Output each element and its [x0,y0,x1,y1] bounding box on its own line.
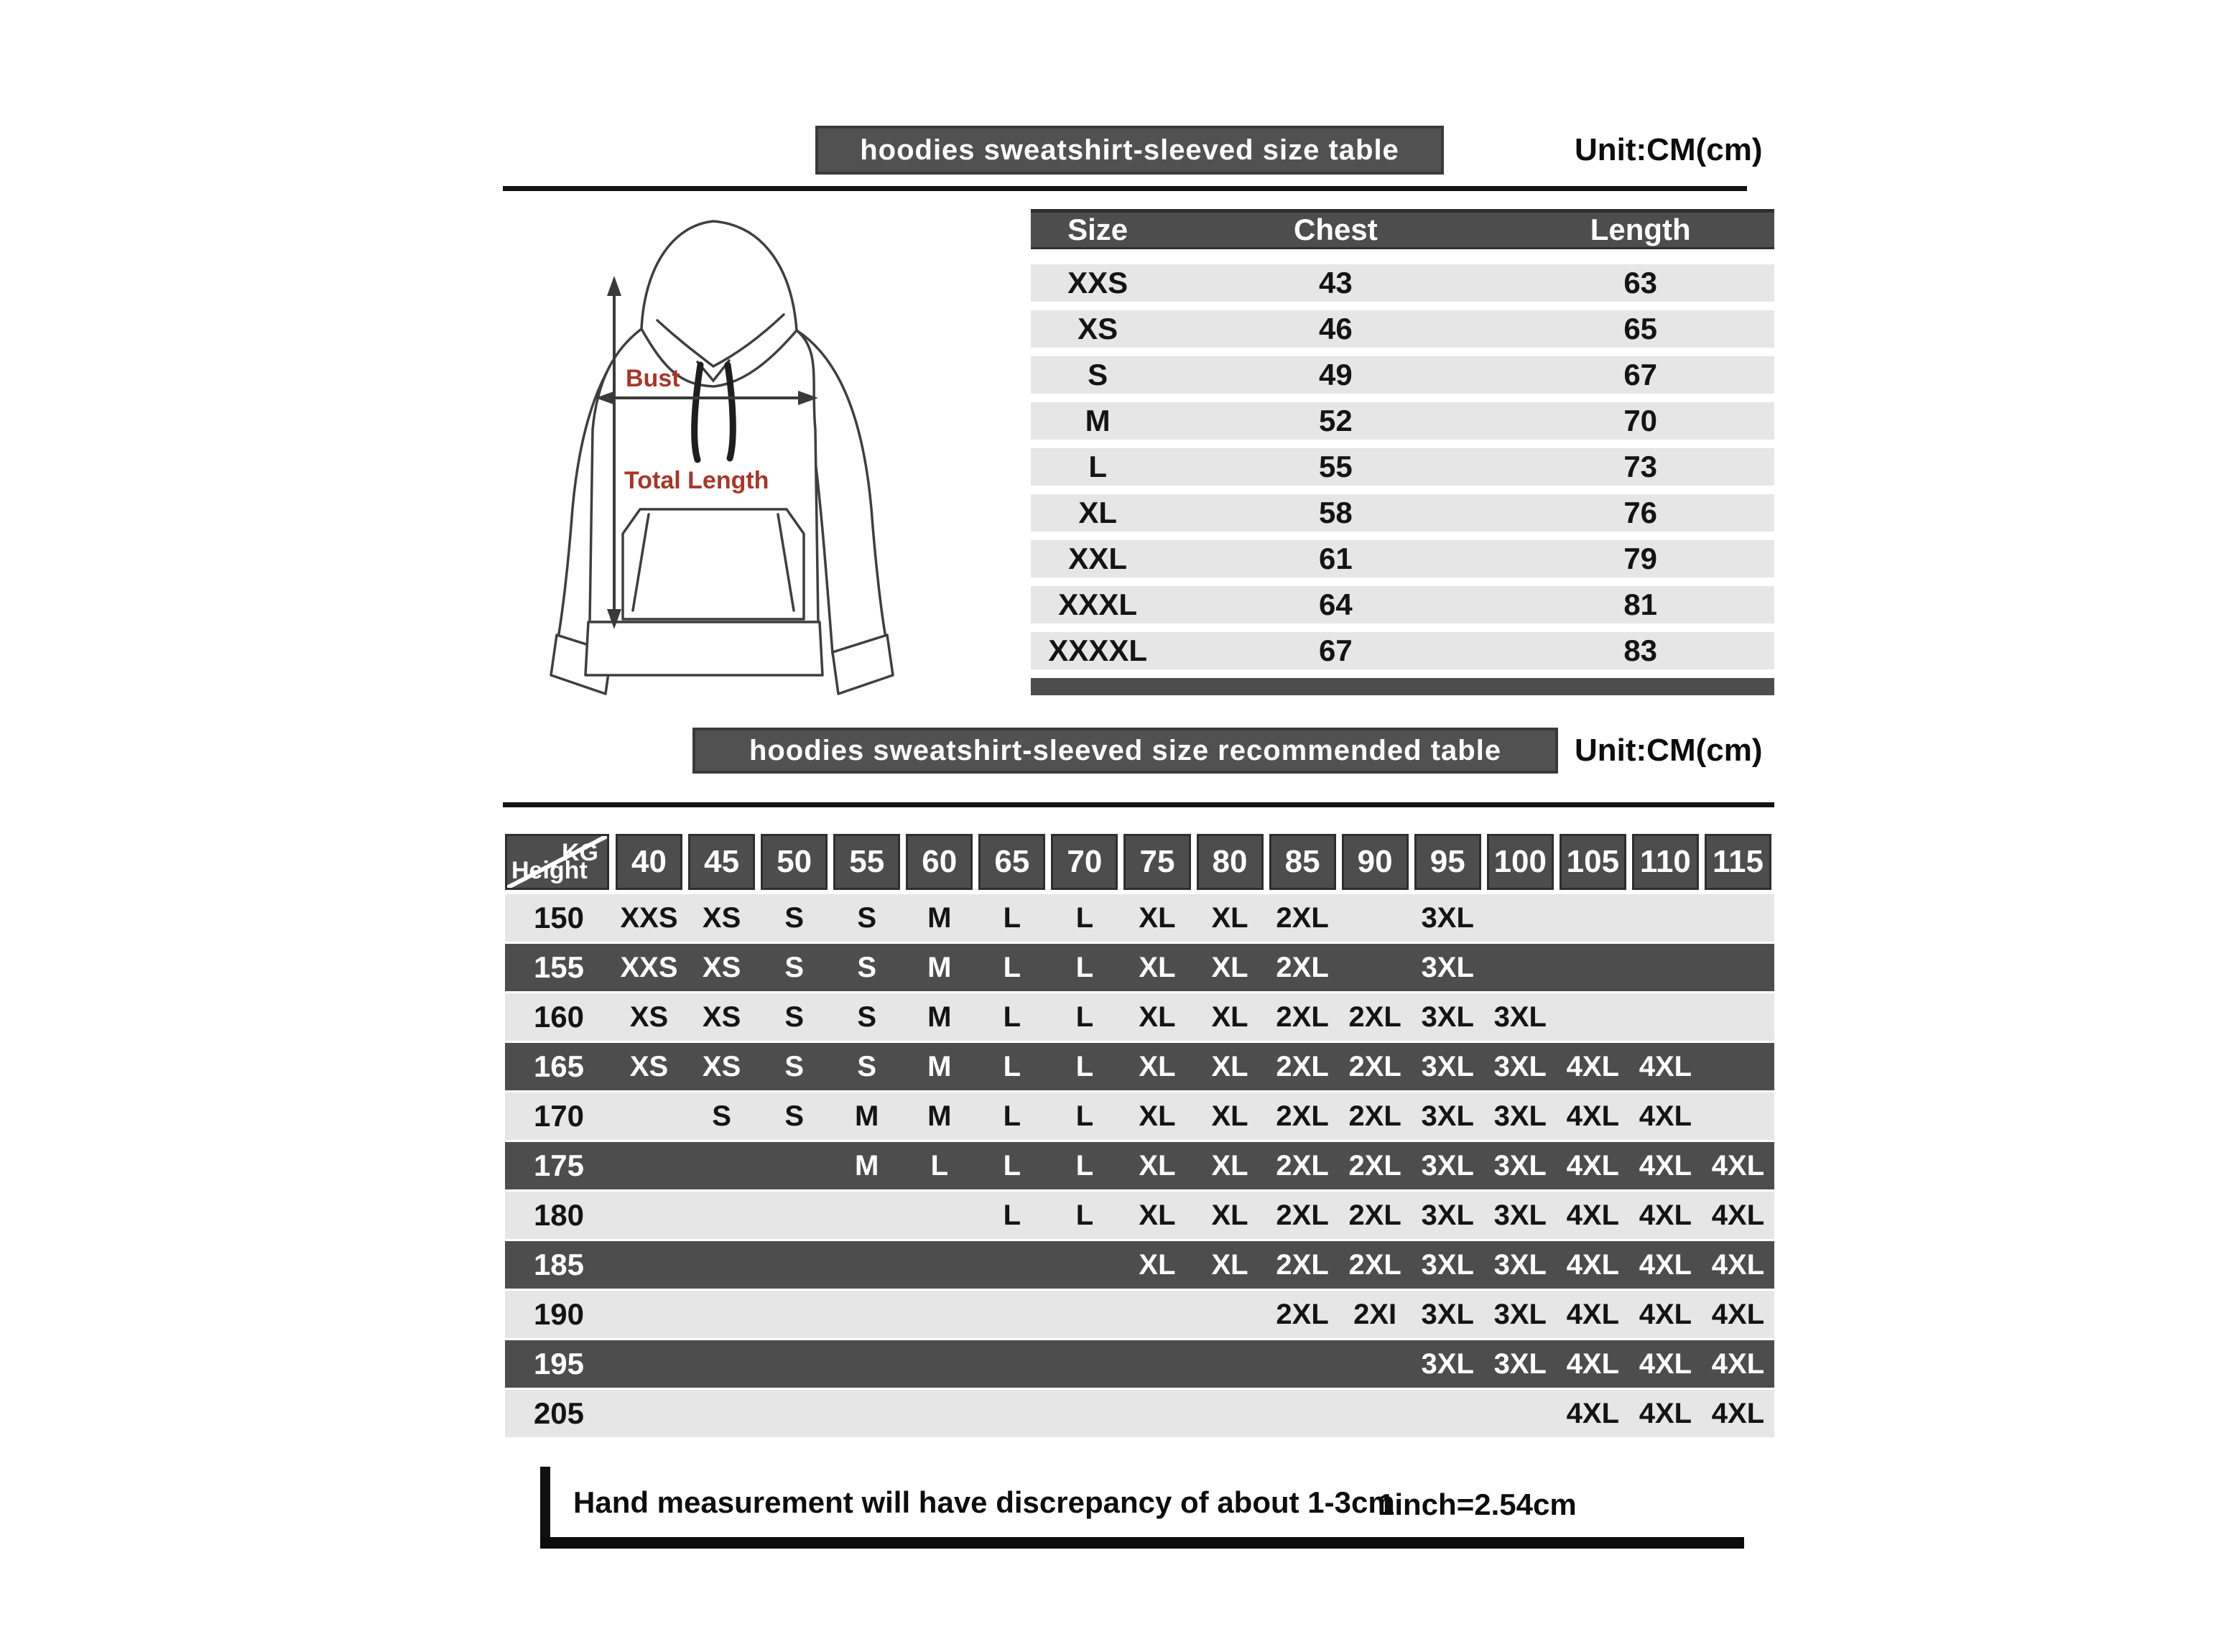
matrix-size-value: L [1075,1100,1094,1132]
weight-column-header: 100 [1487,834,1554,890]
length-value: 83 [1623,634,1658,667]
matrix-size-value: 4XL [1639,1347,1692,1380]
matrix-size-value: L [1003,1050,1021,1082]
matrix-row [505,1291,1774,1338]
matrix-size-value: M [927,1050,952,1082]
matrix-size-value: XXS [620,951,678,983]
footnote-underline [540,1537,1744,1549]
height-row-label: 195 [533,1347,585,1380]
matrix-size-value: 4XL [1566,1347,1620,1380]
length-value: 67 [1623,358,1658,391]
matrix-size-value: XL [1211,1100,1248,1132]
matrix-size-value: 4XL [1566,1100,1620,1132]
matrix-size-value: 4XL [1711,1347,1765,1380]
matrix-size-value: 2XL [1348,1001,1401,1033]
size-table-row [1031,632,1774,669]
footnote-left-bar [540,1467,550,1547]
matrix-row [505,944,1774,991]
chest-value: 58 [1318,496,1353,529]
matrix-row [505,1340,1774,1388]
size-value: XS [1078,312,1118,345]
height-row-label: 185 [533,1248,585,1281]
matrix-size-value: L [1003,1001,1021,1033]
size-value: XXXXL [1048,634,1147,667]
corner-height-label: Height [511,857,588,884]
matrix-size-value: L [1075,901,1094,934]
matrix-size-value: 4XL [1566,1298,1620,1330]
matrix-size-value: L [1075,1050,1094,1082]
chest-value: 52 [1318,404,1353,437]
matrix-row [505,1092,1774,1140]
size-value: XXXL [1058,588,1137,621]
matrix-size-value: S [784,1001,804,1033]
matrix-size-value: 3XL [1421,1050,1474,1082]
matrix-row [505,1192,1774,1239]
matrix-size-value: 3XL [1493,1347,1547,1380]
matrix-size-value: XL [1211,1050,1248,1082]
matrix-size-value: 4XL [1711,1298,1765,1330]
recommended-size-matrix [505,834,1774,1439]
matrix-size-value: 2XL [1348,1050,1401,1082]
matrix-size-value: 4XL [1639,1248,1692,1281]
height-row-label: 150 [533,901,585,934]
column-header-chest: Chest [1293,213,1378,246]
size-value: XXS [1067,266,1129,300]
matrix-size-value: 3XL [1493,1001,1547,1033]
size-value: L [1088,450,1107,483]
matrix-size-value: 4XL [1711,1149,1765,1182]
weight-column-header: 110 [1632,834,1699,890]
weight-column-header: 60 [906,834,973,890]
height-row-label: 155 [533,950,585,984]
size-value: M [1085,404,1111,437]
matrix-row [505,1142,1774,1189]
matrix-size-value: M [927,1100,952,1132]
matrix-size-value: 4XL [1639,1298,1692,1330]
matrix-size-value: XL [1139,1100,1176,1132]
height-row-label: 160 [533,1000,585,1034]
matrix-size-value: XL [1139,1199,1176,1231]
matrix-size-value: 2XL [1348,1199,1401,1231]
weight-column-header: 95 [1414,834,1481,890]
chest-value: 61 [1318,542,1353,575]
weight-column-header: 50 [761,834,828,890]
size-table-header [1031,209,1774,249]
matrix-size-value: 3XL [1421,951,1474,983]
matrix-size-value: L [1003,1199,1021,1231]
matrix-size-value: XL [1211,1248,1248,1281]
matrix-size-value: M [927,901,952,934]
matrix-size-value: 2XL [1276,1199,1329,1231]
weight-column-header: 105 [1560,834,1626,890]
column-header-length: Length [1590,213,1691,246]
matrix-size-value: 2XL [1276,1298,1329,1330]
size-table-body [1031,264,1774,669]
matrix-size-value: XS [702,951,741,983]
matrix-size-value: S [784,901,804,934]
height-row-label: 190 [533,1297,585,1331]
matrix-size-value: 2XI [1353,1298,1397,1330]
chest-value: 49 [1318,358,1353,391]
size-table-row [1031,494,1774,532]
length-value: 76 [1623,496,1658,529]
matrix-size-value: 4XL [1639,1199,1692,1231]
matrix-row [505,1241,1774,1289]
matrix-size-value: 4XL [1711,1248,1765,1281]
weight-column-header: 115 [1705,834,1771,890]
weight-column-header: 55 [833,834,900,890]
matrix-row [505,894,1774,942]
matrix-size-value: 4XL [1711,1397,1765,1429]
matrix-size-value: 4XL [1639,1149,1692,1182]
matrix-size-value: 4XL [1711,1199,1765,1231]
matrix-size-value: 3XL [1493,1050,1547,1082]
matrix-size-value: XS [629,1050,669,1082]
size-table-row [1031,448,1774,486]
matrix-size-value: 2XL [1276,951,1329,983]
matrix-row [505,1043,1774,1090]
size-value: XL [1078,496,1117,529]
matrix-size-value: 2XL [1348,1248,1401,1281]
divider-rule-top [503,186,1747,191]
bust-label: Bust [626,365,680,392]
matrix-header [505,834,1774,890]
matrix-size-value: 4XL [1566,1397,1620,1429]
weight-column-header: 40 [616,834,682,890]
matrix-size-value: 3XL [1421,1347,1474,1380]
chest-value: 55 [1318,450,1353,483]
weight-column-header: 70 [1051,834,1118,890]
matrix-size-value: S [857,1001,877,1033]
matrix-size-value: M [927,1001,952,1033]
matrix-size-value: 3XL [1421,1100,1474,1132]
matrix-size-value: 2XL [1276,1248,1329,1281]
matrix-size-value: S [712,1100,731,1132]
unit-label-bottom: Unit:CM(cm) [1575,733,1763,768]
matrix-size-value: XL [1211,1149,1248,1182]
matrix-size-value: XL [1211,1199,1248,1231]
matrix-size-value: XS [702,1050,741,1082]
size-table-row [1031,264,1774,302]
matrix-size-value: L [1003,951,1021,983]
matrix-size-value: XL [1139,1050,1176,1082]
matrix-size-value: 4XL [1639,1397,1692,1429]
recommended-table-title: hoodies sweatshirt-sleeved size recommended table [749,734,1502,766]
matrix-size-value: L [1003,1100,1021,1132]
footnote-text: Hand measurement will have discrepancy of about 1-3cm [573,1485,1395,1519]
matrix-size-value: 3XL [1493,1100,1547,1132]
matrix-size-value: 3XL [1493,1248,1547,1281]
height-row-label: 205 [533,1396,585,1430]
matrix-size-value: 2XL [1276,901,1329,934]
matrix-size-value: 4XL [1566,1248,1620,1281]
matrix-size-value: L [1075,1149,1094,1182]
matrix-size-value: XL [1211,951,1248,983]
chest-value: 67 [1318,634,1353,667]
height-row-label: 165 [533,1049,585,1083]
length-value: 73 [1623,450,1658,483]
matrix-size-value: S [784,951,804,983]
matrix-size-value: XL [1211,1001,1248,1033]
height-row-label: 175 [533,1148,585,1182]
matrix-size-value: 4XL [1639,1100,1692,1132]
size-table-title-bar [815,126,1444,175]
matrix-size-value: XS [702,901,741,934]
matrix-size-value: S [857,1050,877,1082]
weight-column-header: 65 [978,834,1045,890]
matrix-size-value: 2XL [1276,1001,1329,1033]
matrix-size-value: 2XL [1348,1100,1401,1132]
matrix-size-value: M [927,951,952,983]
matrix-size-value: 2XL [1348,1149,1401,1182]
matrix-size-value: S [784,1050,804,1082]
matrix-size-value: 3XL [1421,901,1474,934]
hoodie-pocket [623,509,804,619]
matrix-size-value: 2XL [1276,1050,1329,1082]
size-table-footer-bar [1031,678,1774,695]
matrix-size-value: M [855,1100,879,1132]
matrix-size-value: 3XL [1421,1149,1474,1182]
matrix-size-value: XL [1211,901,1248,934]
size-table-row [1031,310,1774,348]
size-table-row [1031,356,1774,394]
matrix-size-value: L [1075,951,1094,983]
matrix-size-value: 4XL [1639,1050,1692,1082]
matrix-row [505,1390,1774,1437]
weight-column-header: 85 [1269,834,1336,890]
hoodie-hem-band [585,622,822,675]
divider-rule-bottom [503,802,1774,807]
matrix-size-value: M [855,1149,879,1182]
matrix-size-value: 2XL [1276,1149,1329,1182]
matrix-size-value: 4XL [1566,1149,1620,1182]
matrix-size-value: XL [1139,1001,1176,1033]
matrix-body [505,894,1774,1437]
matrix-size-value: S [857,901,877,934]
footnote-conversion: 1inch=2.54cm [1378,1488,1577,1521]
length-value: 63 [1623,266,1658,300]
matrix-size-value: L [1003,901,1021,934]
matrix-size-value: 3XL [1421,1001,1474,1033]
column-header-size: Size [1067,213,1129,246]
corner-kg-label: KG [562,839,598,866]
matrix-size-value: 3XL [1493,1199,1547,1231]
matrix-size-value: 3XL [1421,1199,1474,1231]
matrix-size-value: S [857,951,877,983]
size-value: XXL [1068,542,1127,575]
matrix-size-value: XS [629,1001,669,1033]
matrix-size-value: S [784,1100,804,1132]
height-row-label: 170 [533,1099,585,1133]
size-table [1031,209,1774,695]
length-value: 81 [1623,588,1658,621]
matrix-corner-cell [505,834,609,890]
matrix-row [505,993,1774,1041]
size-table-row [1031,540,1774,577]
matrix-size-value: 3XL [1493,1298,1547,1330]
matrix-size-value: L [1075,1001,1094,1033]
matrix-size-value: XL [1139,951,1176,983]
matrix-size-value: 2XL [1276,1100,1329,1132]
matrix-size-value: XL [1139,1248,1176,1281]
matrix-size-value: XS [702,1001,741,1033]
matrix-size-value: L [1003,1149,1021,1182]
size-table-row [1031,402,1774,440]
matrix-size-value: L [1075,1199,1094,1231]
chest-value: 46 [1318,312,1353,345]
chest-value: 64 [1318,588,1353,621]
weight-column-header: 80 [1197,834,1264,890]
matrix-size-value: 4XL [1566,1199,1620,1231]
matrix-size-value: XL [1139,1149,1176,1182]
chest-value: 43 [1318,266,1353,300]
matrix-size-value: 3XL [1493,1149,1547,1182]
length-value: 79 [1623,542,1658,575]
matrix-size-value: XL [1139,901,1176,934]
matrix-size-value: 4XL [1566,1050,1620,1082]
weight-column-header: 45 [688,834,755,890]
length-value: 70 [1623,404,1658,437]
size-value: S [1088,358,1108,391]
matrix-size-value: XXS [620,901,678,934]
weight-column-header: 75 [1123,834,1190,890]
matrix-size-value: 3XL [1421,1248,1474,1281]
size-table-row [1031,586,1774,623]
matrix-size-value: 3XL [1421,1298,1474,1330]
hoodie-measurement-diagram [528,207,937,710]
weight-column-header: 90 [1342,834,1409,890]
total-length-label: Total Length [624,467,769,494]
unit-label-top: Unit:CM(cm) [1575,132,1763,167]
matrix-size-value: L [930,1149,948,1182]
height-row-label: 180 [533,1198,585,1232]
recommended-table-title-bar [692,728,1558,774]
size-table-title: hoodies sweatshirt-sleeved size table [860,134,1399,166]
length-value: 65 [1623,312,1658,345]
